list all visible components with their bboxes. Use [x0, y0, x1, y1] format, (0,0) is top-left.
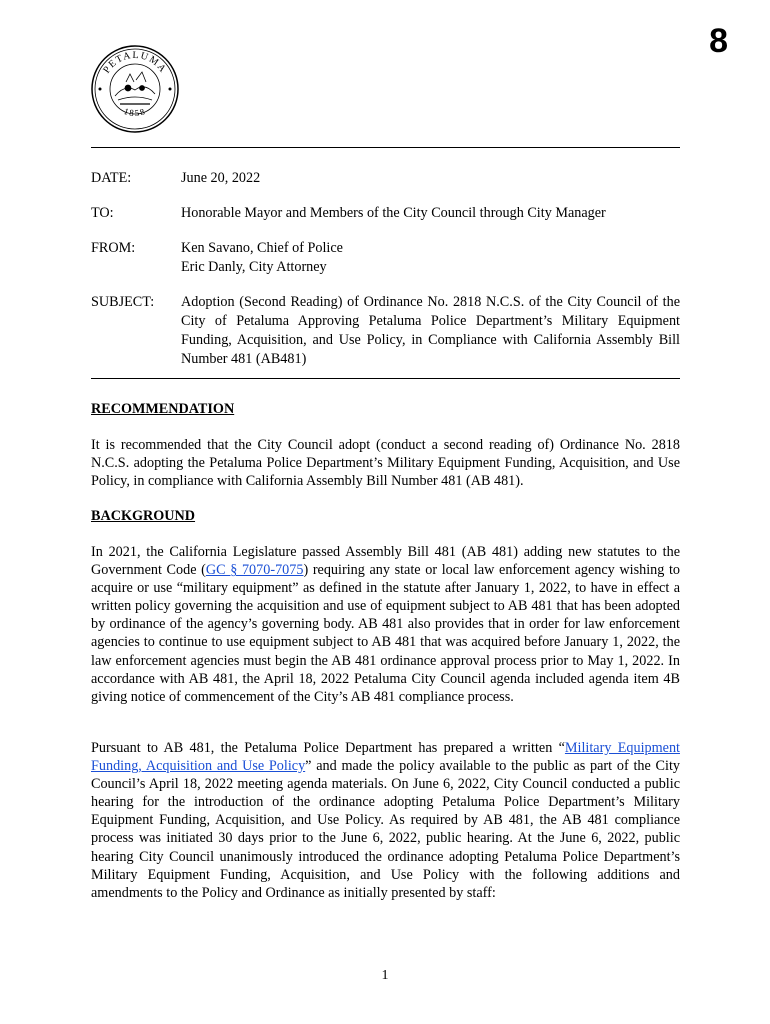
header-rule-top [91, 147, 680, 148]
to-value: Honorable Mayor and Members of the City Council through City Manager [181, 205, 606, 221]
from-line-1: Ken Savano, Chief of Police [181, 240, 343, 256]
background-heading: BACKGROUND [91, 508, 196, 524]
background-paragraph-2 [91, 739, 680, 902]
bg-p1-after-link: ) requiring any state or local law enforcement agency wishing to acquire or use “military equipment” as defined in the statute after January 1, 2022, to have in effect a written policy governing the acquisition and use of equipment subject to AB 481 that has been adopted by ordinance of the agency’s governing body. AB 481 also provides that in order for law enforcement agencies to continue to use equipment subject to AB 481 that was acquired before January 1, 2022, the law enforcement agencies must begin the AB 481 ordinance approval process prior to May 1, 2022. In accordance with AB 481, the April 18, 2022 Petaluma City Council agenda included agenda item 4B giving notice of commencement of the City’s AB 481 compliance process. [91, 562, 681, 705]
bg-p2-after-link: ” and made the policy available to the public as part of the City Council’s April 18, 2022 meeting agenda materials. On June 6, 2022, City Council conducted a public hearing for the introduction of the ordinance adopting Petaluma Police Department’s Military Equipment Funding, Acquisition, and Use Policy. As required by AB 481, the AB 481 compliance process was initiated 30 days prior to the June 6, 2022, public hearing. At the June 6, 2022, public hearing City Council unanimously introduced the ordinance adopting Petaluma Police Department’s Military Equipment Funding, Acquisition, and Use Policy with the following additions and amendments to the Policy and Ordinance as initially presented by staff: [91, 758, 680, 901]
svg-text:1858 [123, 106, 148, 118]
background-paragraph-1 [91, 543, 680, 706]
seal-top-text: PETALUMA [101, 49, 169, 76]
subject-label: SUBJECT: [91, 294, 155, 310]
city-seal-logo [90, 44, 180, 134]
header-rule-bottom [91, 378, 680, 379]
date-value: June 20, 2022 [181, 170, 261, 186]
seal-year-text: 1858 [122, 106, 148, 119]
from-line-2: Eric Danly, City Attorney [181, 259, 327, 275]
military-equipment-policy-link[interactable]: Military Equipment Funding, Acquisition and Use Policy [91, 740, 680, 775]
to-label: TO: [91, 205, 114, 221]
from-value [181, 239, 680, 277]
bg-p2-before-link: Pursuant to AB 481, the Petaluma Police Department has prepared a written “ [91, 740, 565, 756]
corner-page-number: 8 [709, 22, 728, 60]
gc-7070-7075-link[interactable]: GC § 7070-7075 [205, 562, 304, 579]
recommendation-heading: RECOMMENDATION [91, 401, 235, 417]
from-label: FROM: [91, 240, 136, 256]
bg-p1-before-link: In 2021, the California Legislature passed Assembly Bill 481 (AB 481) adding new statutes to the Government Code ( [91, 544, 680, 579]
subject-value: Adoption (Second Reading) of Ordinance No. 2818 N.C.S. of the City Council of the City of Petaluma Approving Petaluma Police Department’s Military Equipment Funding, Acquisition, and Use Policy, in Compliance with California Assembly Bill Number 481 (AB481) [181, 294, 680, 367]
recommendation-text: It is recommended that the City Council adopt (conduct a second reading of) Ordinance No. 2818 N.C.S. adopting the Petaluma Police Department’s Military Equipment Funding, Acquisition, and Use Policy, in compliance with California Assembly Bill Number 481 (AB 481). [91, 437, 680, 490]
footer-page-number: 1 [381, 968, 389, 983]
date-label: DATE: [91, 170, 132, 186]
